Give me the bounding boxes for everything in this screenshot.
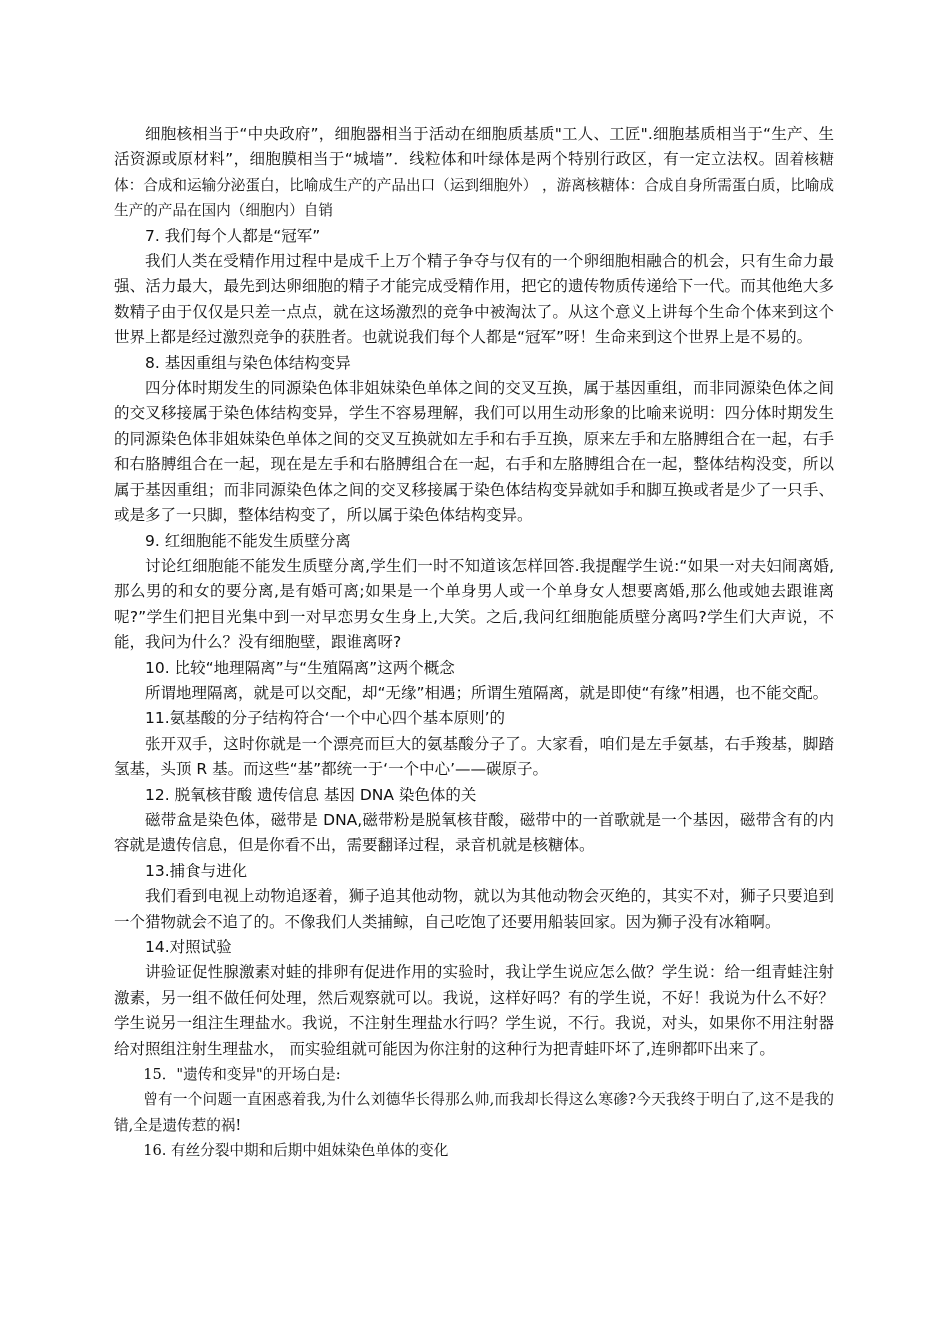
section-heading-9: 9. 红细胞能不能发生质壁分离 [145, 531, 351, 550]
section-heading-15: 15．"遗传和变异"的开场白是: [143, 1066, 341, 1084]
section-body-11: 张开双手，这时你就是一个漂亮而巨大的氨基酸分子了。大家看，咱们是左手氨基，右手羧基，脚踏氢基，头顶 R 基。而这些“基”都统一于‘一个中心’——碳原子。 [114, 734, 834, 779]
section-body-7: 我们人类在受精作用过程中是成千上万个精子争夺与仅有的一个卵细胞相融合的机会，只有生命力最强、活力最大，最先到达卵细胞的精子才能完成受精作用，把它的遗传物质传递给下一代。而其他绝大多数精子由于仅仅是只差一点点，就在这场激烈的竞争中被淘汰了。从这个意义上讲每个生命个体来到这个世界上都是经过激烈竞争的获胜者。也就说我们每个人都是“冠军”呀！生命来到这个世界上是不易的。 [114, 252, 834, 347]
section-heading-11: 11.氨基酸的分子结构符合‘一个中心四个基本原则’的 [145, 709, 506, 728]
section-heading-8: 8. 基因重组与染色体结构变异 [145, 353, 351, 372]
section-body-12: 磁带盒是染色体，磁带是 DNA,磁带粉是脱氧核苷酸，磁带中的一首歌就是一个基因，磁带含有的内容就是遗传信息，但是你看不出，需要翻译过程，录音机就是核糖体。 [114, 810, 834, 855]
section-body-10: 所谓地理隔离，就是可以交配，却“无缘”相遇；所谓生殖隔离，就是即使“有缘”相遇，也不能交配。 [145, 683, 829, 702]
section-body-15: 曾有一个问题一直困惑着我,为什么刘德华长得那么帅,而我却长得这么寒碜?今天我终于明白了,这不是我的错,全是遗传惹的祸! [114, 1091, 834, 1134]
section-heading-13: 13.捕食与进化 [145, 861, 248, 880]
intro-paragraph [114, 122, 834, 224]
section-body-9: 讨论红细胞能不能发生质壁分离,学生们一时不知道该怎样回答.我提醒学生说:“如果一对夫妇闹离婚,那么男的和女的要分离,是有婚可离;如果是一个单身男人或一个单身女人想要离婚,那么他或她去跟谁离呢?”学生们把目光集中到一对早恋男女生身上,大笑。之后,我问红细胞能质壁分离吗?学生们大声说，不能，我问为什么？没有细胞壁，跟谁离呀? [114, 556, 834, 652]
intro-sans-text: 细胞核相当于“中央政府”，细胞器相当于活动在细胞质基质"工人、工匠".细胞基质相当于“生产、生活资源或原材料”，细胞膜相当于“城墙”．线粒体和叶绿体是两个特别行政区，有一定立法权。 [114, 125, 834, 169]
section-heading-14: 14.对照试验 [145, 938, 232, 956]
section-body-8: 四分体时期发生的同源染色体非姐妹染色单体之间的交叉互换，属于基因重组，而非同源染色体之间的交叉移接属于染色体结构变异，学生不容易理解，我们可以用生动形象的比喻来说明：四分体时期发生的同源染色体非姐妹染色单体之间的交叉互换就如左手和右手互换，原来左手和左胳膊组合在一起，右手和右胳膊组合在一起，现在是左手和右胳膊组合在一起，右手和左胳膊组合在一起，整体结构没变，所以属于基因重组；而非同源染色体之间的交叉移接属于染色体结构变异就如手和脚互换或者是少了一只手、或是多了一只脚，整体结构变了，所以属于染色体结构变异。 [114, 379, 834, 525]
section-heading-7: 7. 我们每个人都是“冠军” [145, 226, 321, 245]
section-heading-10: 10. 比较“地理隔离”与“生殖隔离”这两个概念 [145, 658, 455, 677]
section-heading-12: 12. 脱氧核苷酸 遗传信息 基因 DNA 染色体的关 [145, 785, 477, 804]
section-body-14: 讲验证促性腺激素对蛙的排卵有促进作用的实验时，我让学生说应怎么做？学生说：给一组青蛙注射激素，另一组不做任何处理，然后观察就可以。我说，这样好吗？有的学生说，不好！我说为什么不好？学生说另一组注生理盐水。我说，不注射生理盐水行吗？学生说，不行。我说，对头，如果你不用注射器给对照组注射生理盐水， 而实验组就可能因为你注射的这种行为把青蛙吓坏了,连卵都吓出来了。 [114, 963, 834, 1058]
document-page [114, 122, 834, 1164]
section-heading-16: 16. 有丝分裂中期和后期中姐妹染色单体的变化 [143, 1142, 449, 1160]
section-body-13: 我们看到电视上动物追逐着，狮子追其他动物，就以为其他动物会灭绝的，其实不对，狮子只要追到一个猎物就会不追了的。不像我们人类捕鲸，自己吃饱了还要用船装回家。因为狮子没有冰箱啊。 [114, 887, 834, 931]
intro-serif-text: 固着核糖体：合成和运输分泌蛋白，比喻成生产的产品出口（运到细胞外） ，游离核糖体：合成自身所需蛋白质，比喻成生产的产品在国内（细胞内）自销 [114, 151, 834, 220]
